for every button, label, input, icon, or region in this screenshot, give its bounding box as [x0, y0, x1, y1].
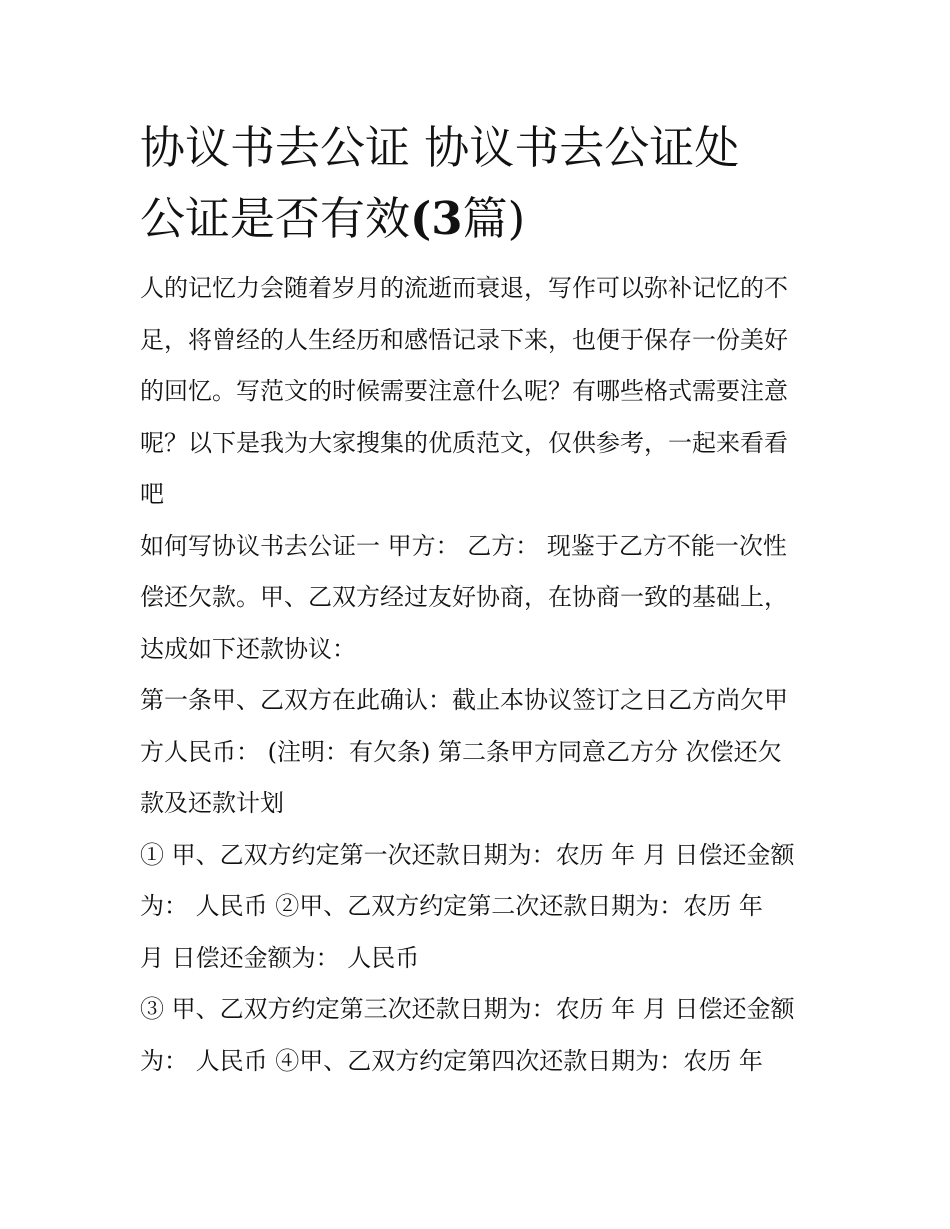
intro-paragraph [140, 263, 820, 521]
agreement-preamble-paragraph [140, 521, 820, 676]
repayment-schedule-paragraph-2 [140, 984, 820, 1087]
title-count-number: (3 [410, 192, 463, 245]
repayment-schedule-paragraph-1 [140, 830, 820, 985]
title-line-2 [140, 183, 820, 254]
intro-line: 的回忆。写范文的时候需要注意什么呢？有哪些格式需要注意 [140, 377, 788, 405]
paragraph-line: 第一条甲、乙双方在此确认：截止本协议签订之日乙方尚欠甲 [140, 686, 788, 714]
title-line-1: 协议书去公证 协议书去公证处 [140, 121, 740, 174]
paragraph-line: ③ 甲、乙双方约定第三次还款日期为：农历 年 月 日偿还金额 [140, 995, 795, 1023]
paragraph-line: 为： 人民币 ④甲、乙双方约定第四次还款日期为：农历 年 [140, 1046, 763, 1075]
paragraph-line: ① 甲、乙双方约定第一次还款日期为：农历 年 月 日偿还金额 [140, 840, 795, 869]
paragraph-line: 如何写协议书去公证一 甲方： 乙方： 现鉴于乙方不能一次性 [140, 531, 787, 560]
document-body [140, 112, 820, 1087]
intro-line: 足，将曾经的人生经历和感悟记录下来，也便于保存一份美好 [140, 325, 788, 354]
paragraph-line: 达成如下还款协议： [140, 634, 356, 663]
paragraph-line: 款及还款计划 [140, 789, 284, 817]
paragraph-line: 偿还欠款。甲、乙双方经过友好协商，在协商一致的基础上， [140, 583, 788, 611]
title-count-suffix: 篇) [462, 192, 526, 245]
paragraph-line: 方人民币： (注明：有欠条) 第二条甲方同意乙方分 次偿还欠 [140, 737, 782, 766]
paragraph-line: 月 日偿还金额为： 人民币 [140, 943, 420, 972]
article-one-paragraph [140, 675, 820, 830]
paragraph-line: 为： 人民币 ②甲、乙双方约定第二次还款日期为：农历 年 [140, 892, 763, 920]
intro-line: 人的记忆力会随着岁月的流逝而衰退，写作可以弥补记忆的不 [140, 274, 788, 302]
intro-line: 呢？以下是我为大家搜集的优质范文，仅供参考，一起来看看 [140, 428, 788, 457]
document-title [140, 112, 820, 254]
intro-line: 吧 [140, 480, 164, 508]
title-line-2-text: 公证是否有效 [140, 192, 411, 245]
